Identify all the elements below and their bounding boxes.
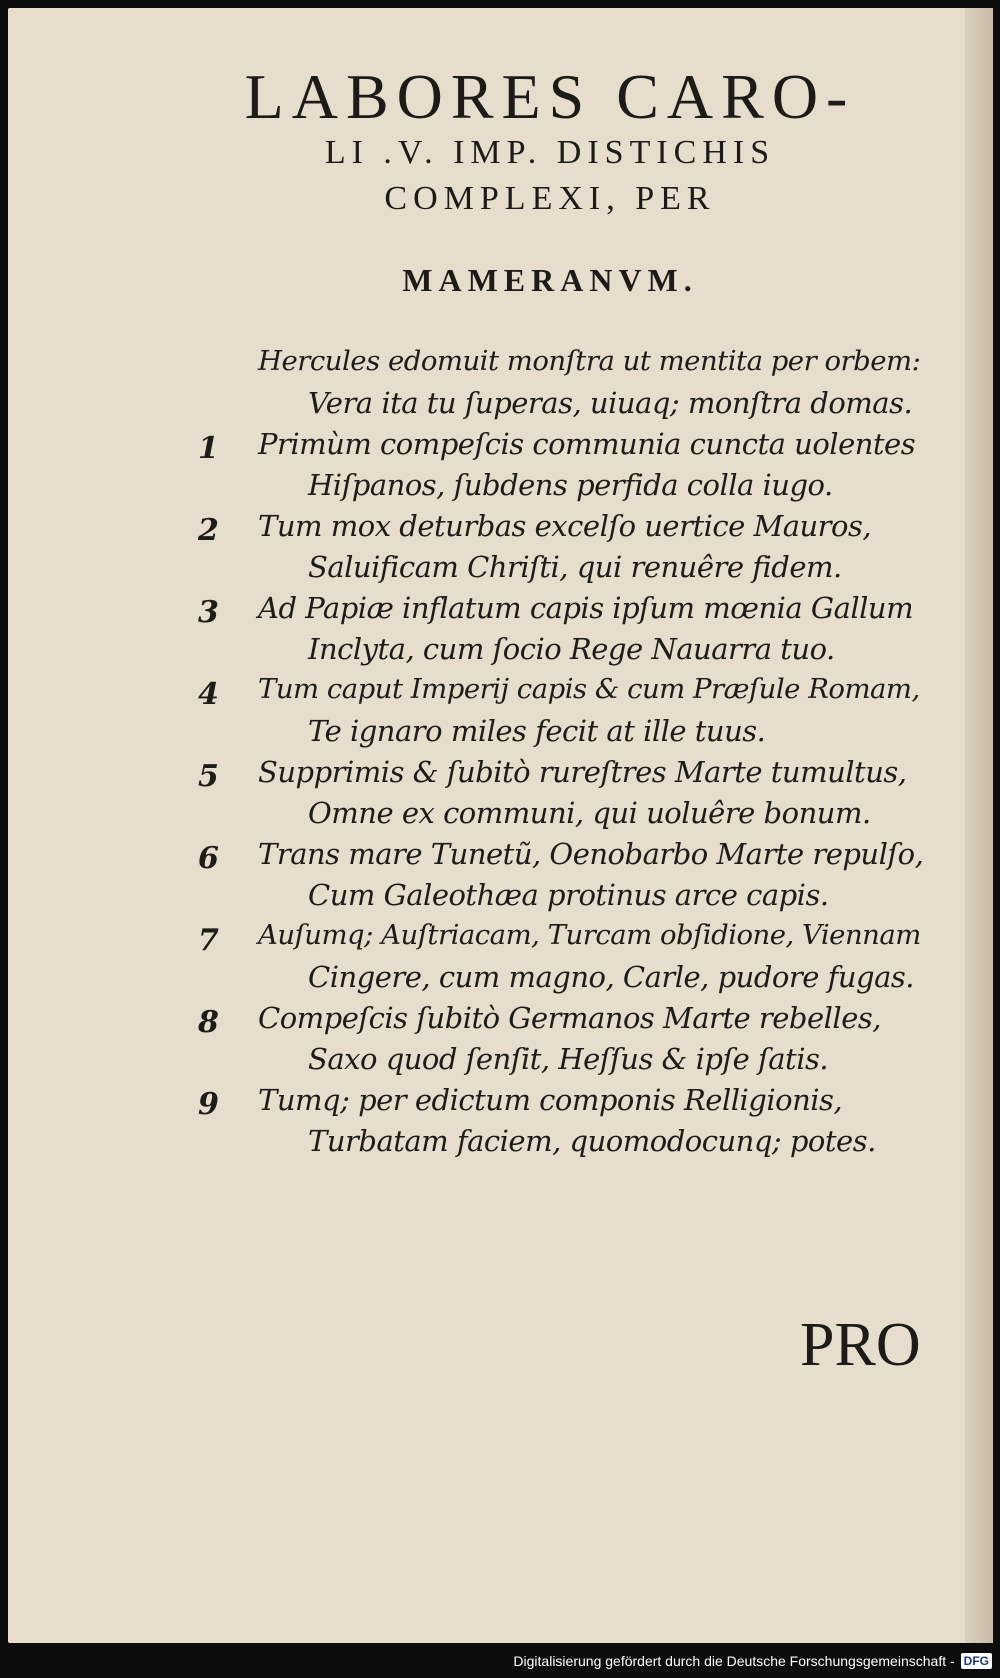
verse-line: Turbatam faciem, quomodocunq; potes. <box>308 1124 876 1158</box>
heading-line-1: LABORES CARO- <box>244 61 856 132</box>
verse-line: Tum mox deturbas excelſo uertice Mauros, <box>258 509 872 543</box>
verse-line: Supprimis & ſubitò rureſtres Marte tumultus, <box>258 755 907 789</box>
verse-line: Trans mare Tunetũ, Oenobarbo Marte repulſo, <box>258 837 924 871</box>
heading-line-3: COMPLEXI, PER <box>384 180 716 217</box>
verse-line: Cum Galeothæa protinus arce capis. <box>308 878 829 912</box>
verse-line: Te ignaro miles fecit at ille tuus. <box>308 714 766 748</box>
verse-line: Hiſpanos, ſubdens perfida colla iugo. <box>308 468 833 502</box>
verse-line: Cingere, cum magno, Carle, pudore fugas. <box>308 960 914 994</box>
footer-text: Digitalisierung gefördert durch die Deutsche Forschungsgemeinschaft - <box>513 1653 955 1669</box>
digitization-footer <box>513 1648 992 1674</box>
verse-number: 3 <box>198 595 219 630</box>
verse-number: 1 <box>198 431 219 466</box>
heading-author: MAMERANVM. <box>402 262 698 298</box>
verse-line: Compeſcis ſubitò Germanos Marte rebelles, <box>258 1001 881 1035</box>
heading-line-2: LI .V. IMP. DISTICHIS <box>324 134 776 171</box>
verse-line: Ad Papiæ inflatum capis ipſum mœnia Gallum <box>258 591 914 625</box>
verse-line: Auſumq; Auſtriacam, Turcam obſidione, Viennam <box>258 919 921 951</box>
verse-line: Tumq; per edictum componis Relligionis, <box>258 1083 843 1117</box>
verse-line: Omne ex communi, qui uoluêre bonum. <box>308 796 871 830</box>
verse-number: 8 <box>198 1005 219 1040</box>
verse-number: 6 <box>198 841 219 876</box>
verse-line: Hercules edomuit monſtra ut mentita per orbem: <box>258 345 921 377</box>
verse-number: 9 <box>198 1087 219 1122</box>
verse-number: 5 <box>198 759 219 794</box>
verse-line: Saluificam Chriſti, qui renuêre fidem. <box>308 550 842 584</box>
catchword: PRO <box>800 1311 921 1379</box>
dfg-logo: DFG <box>961 1653 992 1669</box>
verse-number: 4 <box>198 677 219 712</box>
verse-number: 2 <box>198 513 219 548</box>
verse-line: Inclyta, cum ſocio Rege Nauarra tuo. <box>308 632 835 666</box>
verse-line: Tum caput Imperij capis & cum Præſule Romam, <box>258 673 920 705</box>
verse-line: Vera ita tu ſuperas, uiuaq; monſtra domas. <box>308 386 913 420</box>
verse-line: Primùm compeſcis communia cuncta uolentes <box>258 427 916 461</box>
verse-number: 7 <box>198 923 219 958</box>
verse-line: Saxo quod ſenſit, Heſſus & ipſe ſatis. <box>308 1042 829 1076</box>
